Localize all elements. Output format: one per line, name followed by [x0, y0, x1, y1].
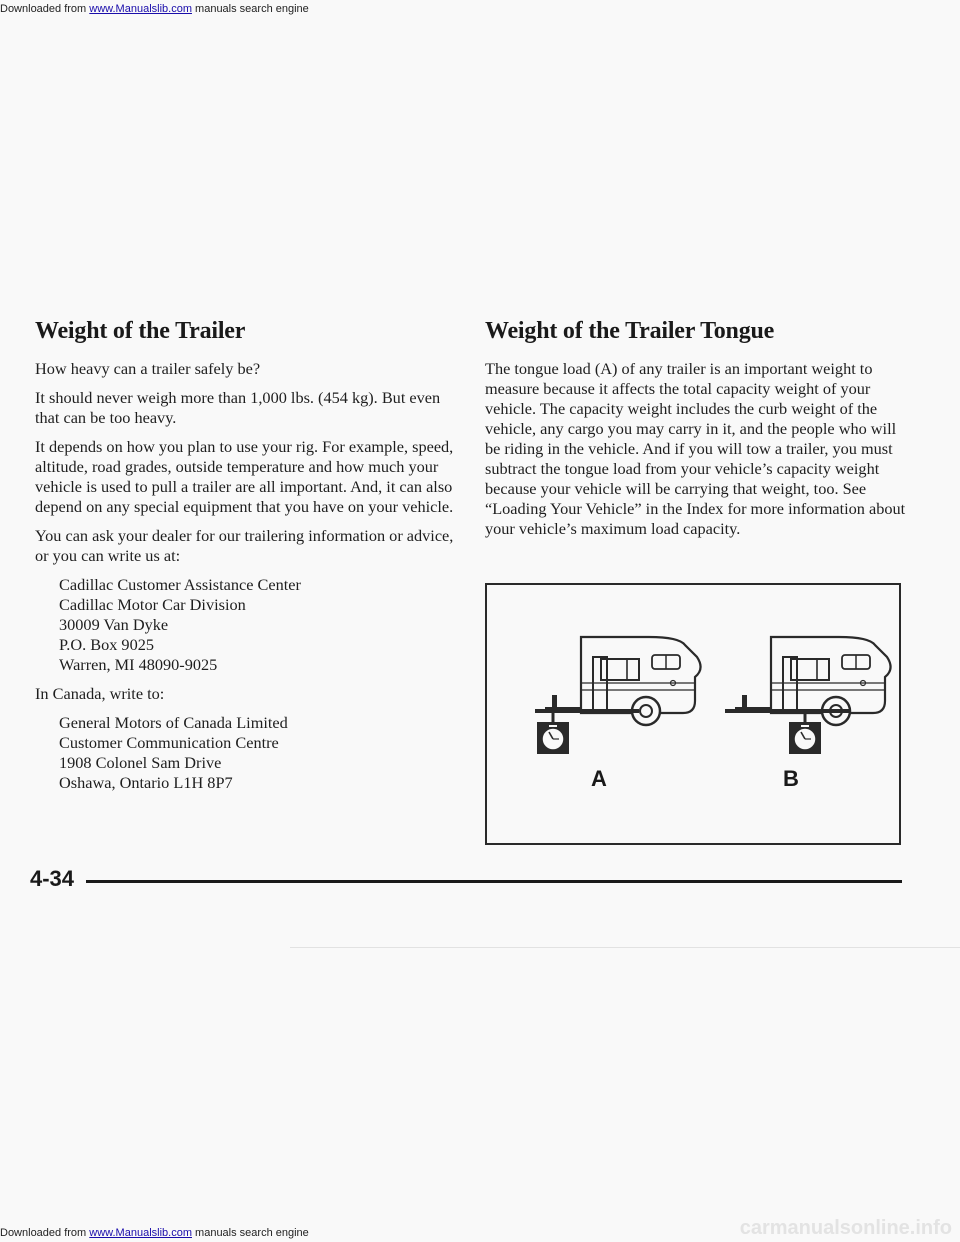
platform-b	[725, 709, 851, 713]
download-credit-suffix: manuals search engine	[191, 1227, 309, 1239]
paragraph: How heavy can a trailer safely be?	[35, 359, 261, 378]
trailer-a-group	[535, 637, 701, 754]
address-line: P.O. Box 9025	[59, 635, 154, 654]
address-line: Cadillac Motor Car Division	[59, 595, 246, 614]
download-credit-prefix: Downloaded from	[0, 3, 90, 15]
address-line: 30009 Van Dyke	[59, 615, 169, 634]
us-address	[59, 575, 460, 675]
paragraph: The tongue load (A) of any trailer is an important weight to measure because it affects the total capacity weight of your vehicle. The capacity weight includes the curb weight of the vehicle, any cargo you may carry in it, and the people who will be riding in the vehicle. And if you will tow a trailer, you must subtract the tongue load from your vehicle’s capacity weight because your vehicle will be carrying that weight, too. See “Loading Your Vehicle” in the Index for more information about your vehicle’s maximum load capacity.	[485, 359, 906, 538]
scale-b-icon	[789, 722, 821, 754]
left-column	[35, 318, 460, 802]
figure-label-a: A	[591, 766, 607, 791]
trailer-scale-diagram	[487, 585, 899, 843]
download-credit-suffix: manuals search engine	[191, 3, 309, 15]
manualslib-link[interactable]: www.Manualslib.com	[89, 1227, 192, 1239]
address-line: Oshawa, Ontario L1H 8P7	[59, 773, 233, 792]
paragraph: It should never weigh more than 1,000 lbs. (454 kg). But even that can be too heavy.	[35, 388, 441, 427]
address-line: General Motors of Canada Limited	[59, 713, 288, 732]
address-line: 1908 Colonel Sam Drive	[59, 753, 222, 772]
trailer-b-group	[725, 637, 891, 754]
platform-a	[535, 709, 639, 713]
download-credit-footer	[0, 1227, 309, 1239]
download-credit-prefix: Downloaded from	[0, 1227, 90, 1239]
scale-a-icon	[537, 722, 569, 754]
address-line: Customer Communication Centre	[59, 733, 279, 752]
trailer-weight-heading: Weight of the Trailer	[35, 318, 246, 344]
carmanualsonline-watermark: carmanualsonline.info	[739, 1217, 952, 1239]
page-rule	[86, 880, 902, 883]
paragraph: In Canada, write to:	[35, 684, 165, 703]
address-line: Warren, MI 48090-9025	[59, 655, 218, 674]
manualslib-link[interactable]: www.Manualslib.com	[89, 3, 192, 15]
faint-scan-line	[290, 947, 960, 948]
right-column	[485, 318, 910, 548]
page-number: 4-34	[30, 866, 75, 891]
canada-address	[59, 713, 460, 793]
paragraph: It depends on how you plan to use your rig. For example, speed, altitude, road grades, outside temperature and how much your vehicle is used to pull a trailer are all important. And, it can also depend on any special equipment that you have on your vehicle.	[35, 437, 454, 516]
tongue-weight-heading: Weight of the Trailer Tongue	[485, 318, 775, 344]
download-credit-header	[0, 3, 309, 15]
tongue-load-illustration	[485, 583, 901, 845]
address-line: Cadillac Customer Assistance Center	[59, 575, 301, 594]
figure-label-b: B	[783, 766, 799, 791]
paragraph: You can ask your dealer for our trailering information or advice, or you can write us at:	[35, 526, 454, 565]
